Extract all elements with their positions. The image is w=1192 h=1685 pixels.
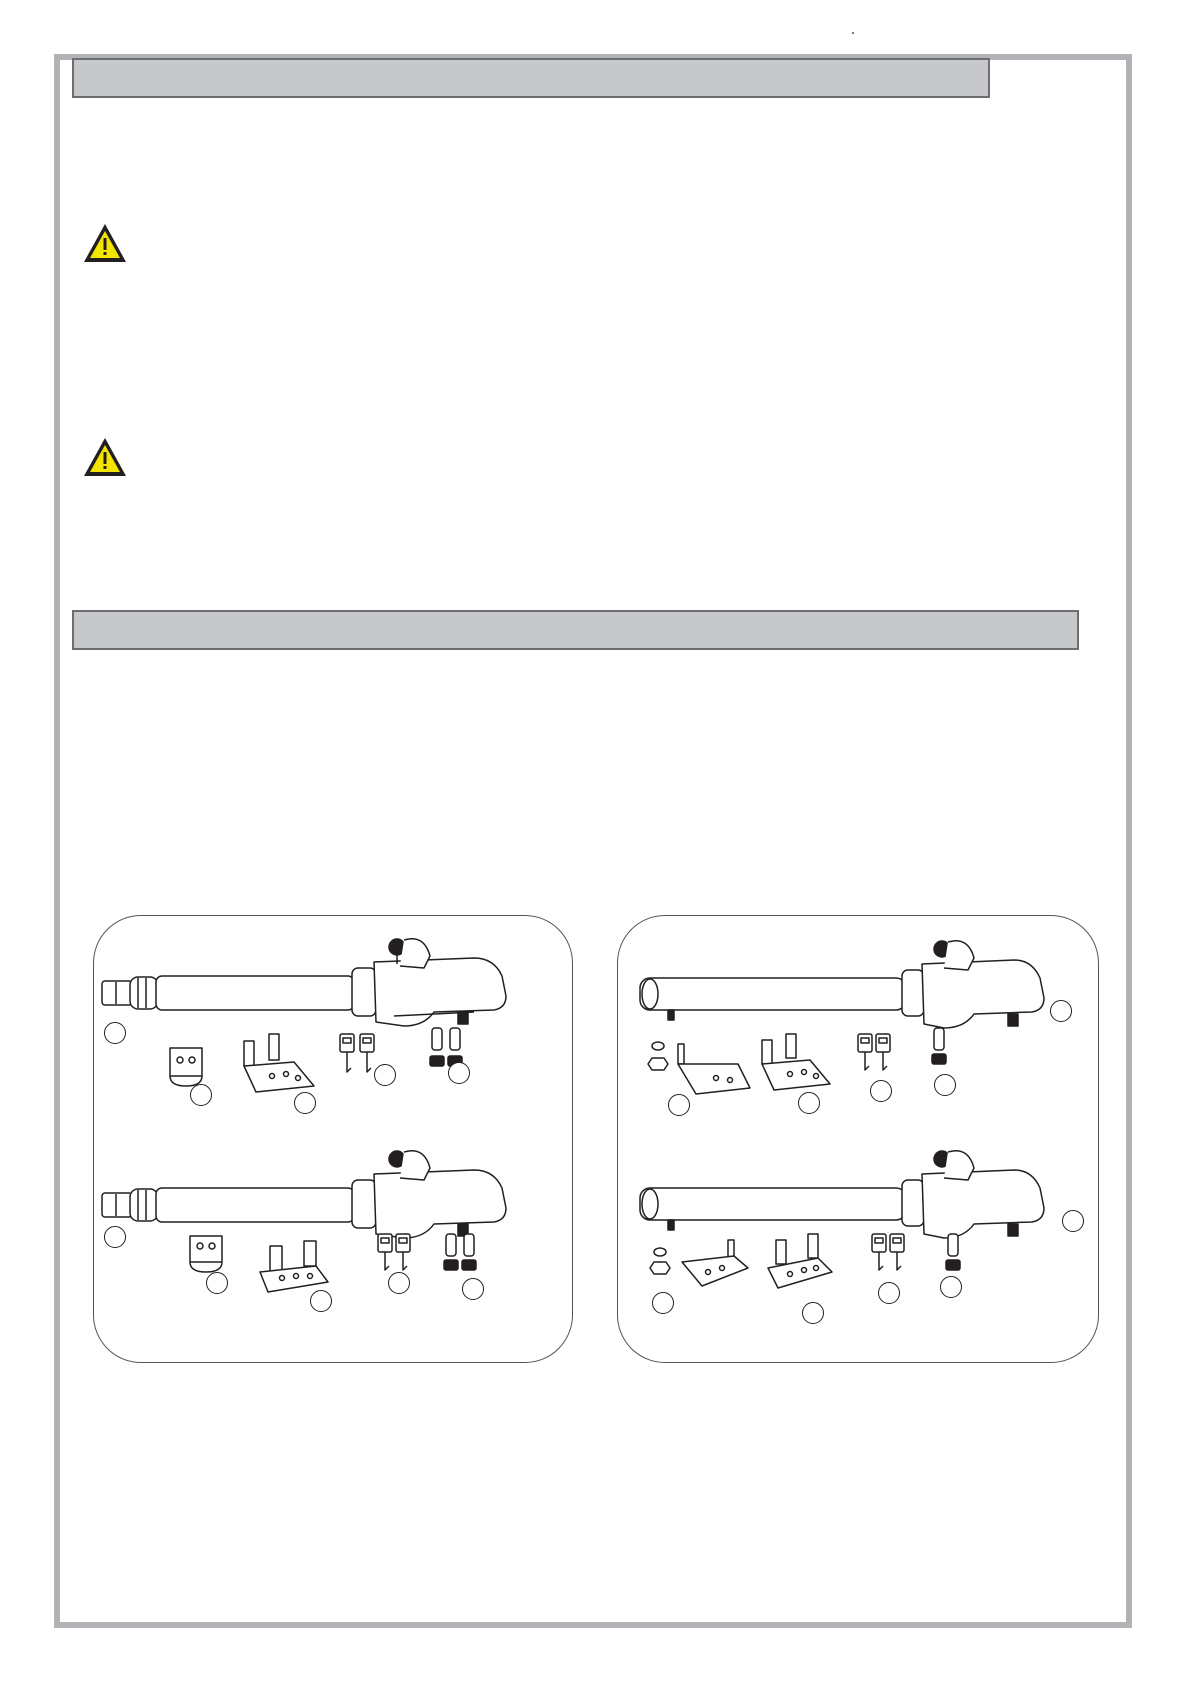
operator-tube-2 [640,1151,1044,1238]
callout-marker [940,1276,962,1298]
callout-marker [448,1062,470,1084]
operator-telescopic-2 [102,1151,506,1238]
pin-nut-2 [946,1234,960,1270]
callout-marker [934,1074,956,1096]
callout-marker [798,1092,820,1114]
front-bracket-2 [260,1241,328,1292]
rear-bracket-small-2 [190,1236,222,1272]
release-keys-4 [872,1234,904,1270]
release-keys-2 [378,1234,410,1270]
right-kit-panel [617,915,1099,1363]
front-bracket-4 [768,1234,832,1288]
callout-marker [104,1226,126,1248]
page-frame [54,54,1132,1628]
warning-triangle-icon [82,222,128,264]
operator-telescopic-1 [102,939,506,1026]
callout-marker [104,1022,126,1044]
release-keys-3 [858,1034,890,1070]
section-header-1 [72,58,990,98]
left-kit-illustration [94,916,574,1364]
warning-triangle-icon [82,436,128,478]
front-bracket-3 [762,1034,830,1090]
rear-plate-bracket-2 [682,1240,748,1286]
section-header-2 [72,610,1079,650]
callout-marker [1062,1210,1084,1232]
page-mark [852,32,854,34]
front-bracket-1 [244,1034,314,1092]
callout-marker [206,1272,228,1294]
operator-tube-1 [640,941,1044,1028]
washer-nut-2 [650,1248,670,1274]
callout-marker [294,1092,316,1114]
washer-nut-1 [648,1042,668,1070]
callout-marker [668,1094,690,1116]
callout-marker [388,1272,410,1294]
pins-and-nuts-1 [430,1028,462,1066]
callout-marker [870,1080,892,1102]
left-kit-panel [93,915,573,1363]
pins-and-nuts-2 [444,1234,476,1270]
release-keys-1 [340,1034,374,1072]
callout-marker [374,1064,396,1086]
rear-bracket-small-1 [170,1048,202,1086]
right-kit-illustration [618,916,1100,1364]
callout-marker [652,1292,674,1314]
callout-marker [462,1278,484,1300]
rear-plate-bracket-1 [678,1044,750,1094]
pin-nut-1 [932,1028,946,1064]
callout-marker [190,1084,212,1106]
callout-marker [878,1282,900,1304]
callout-marker [310,1290,332,1312]
callout-marker [802,1302,824,1324]
callout-marker [1050,1000,1072,1022]
